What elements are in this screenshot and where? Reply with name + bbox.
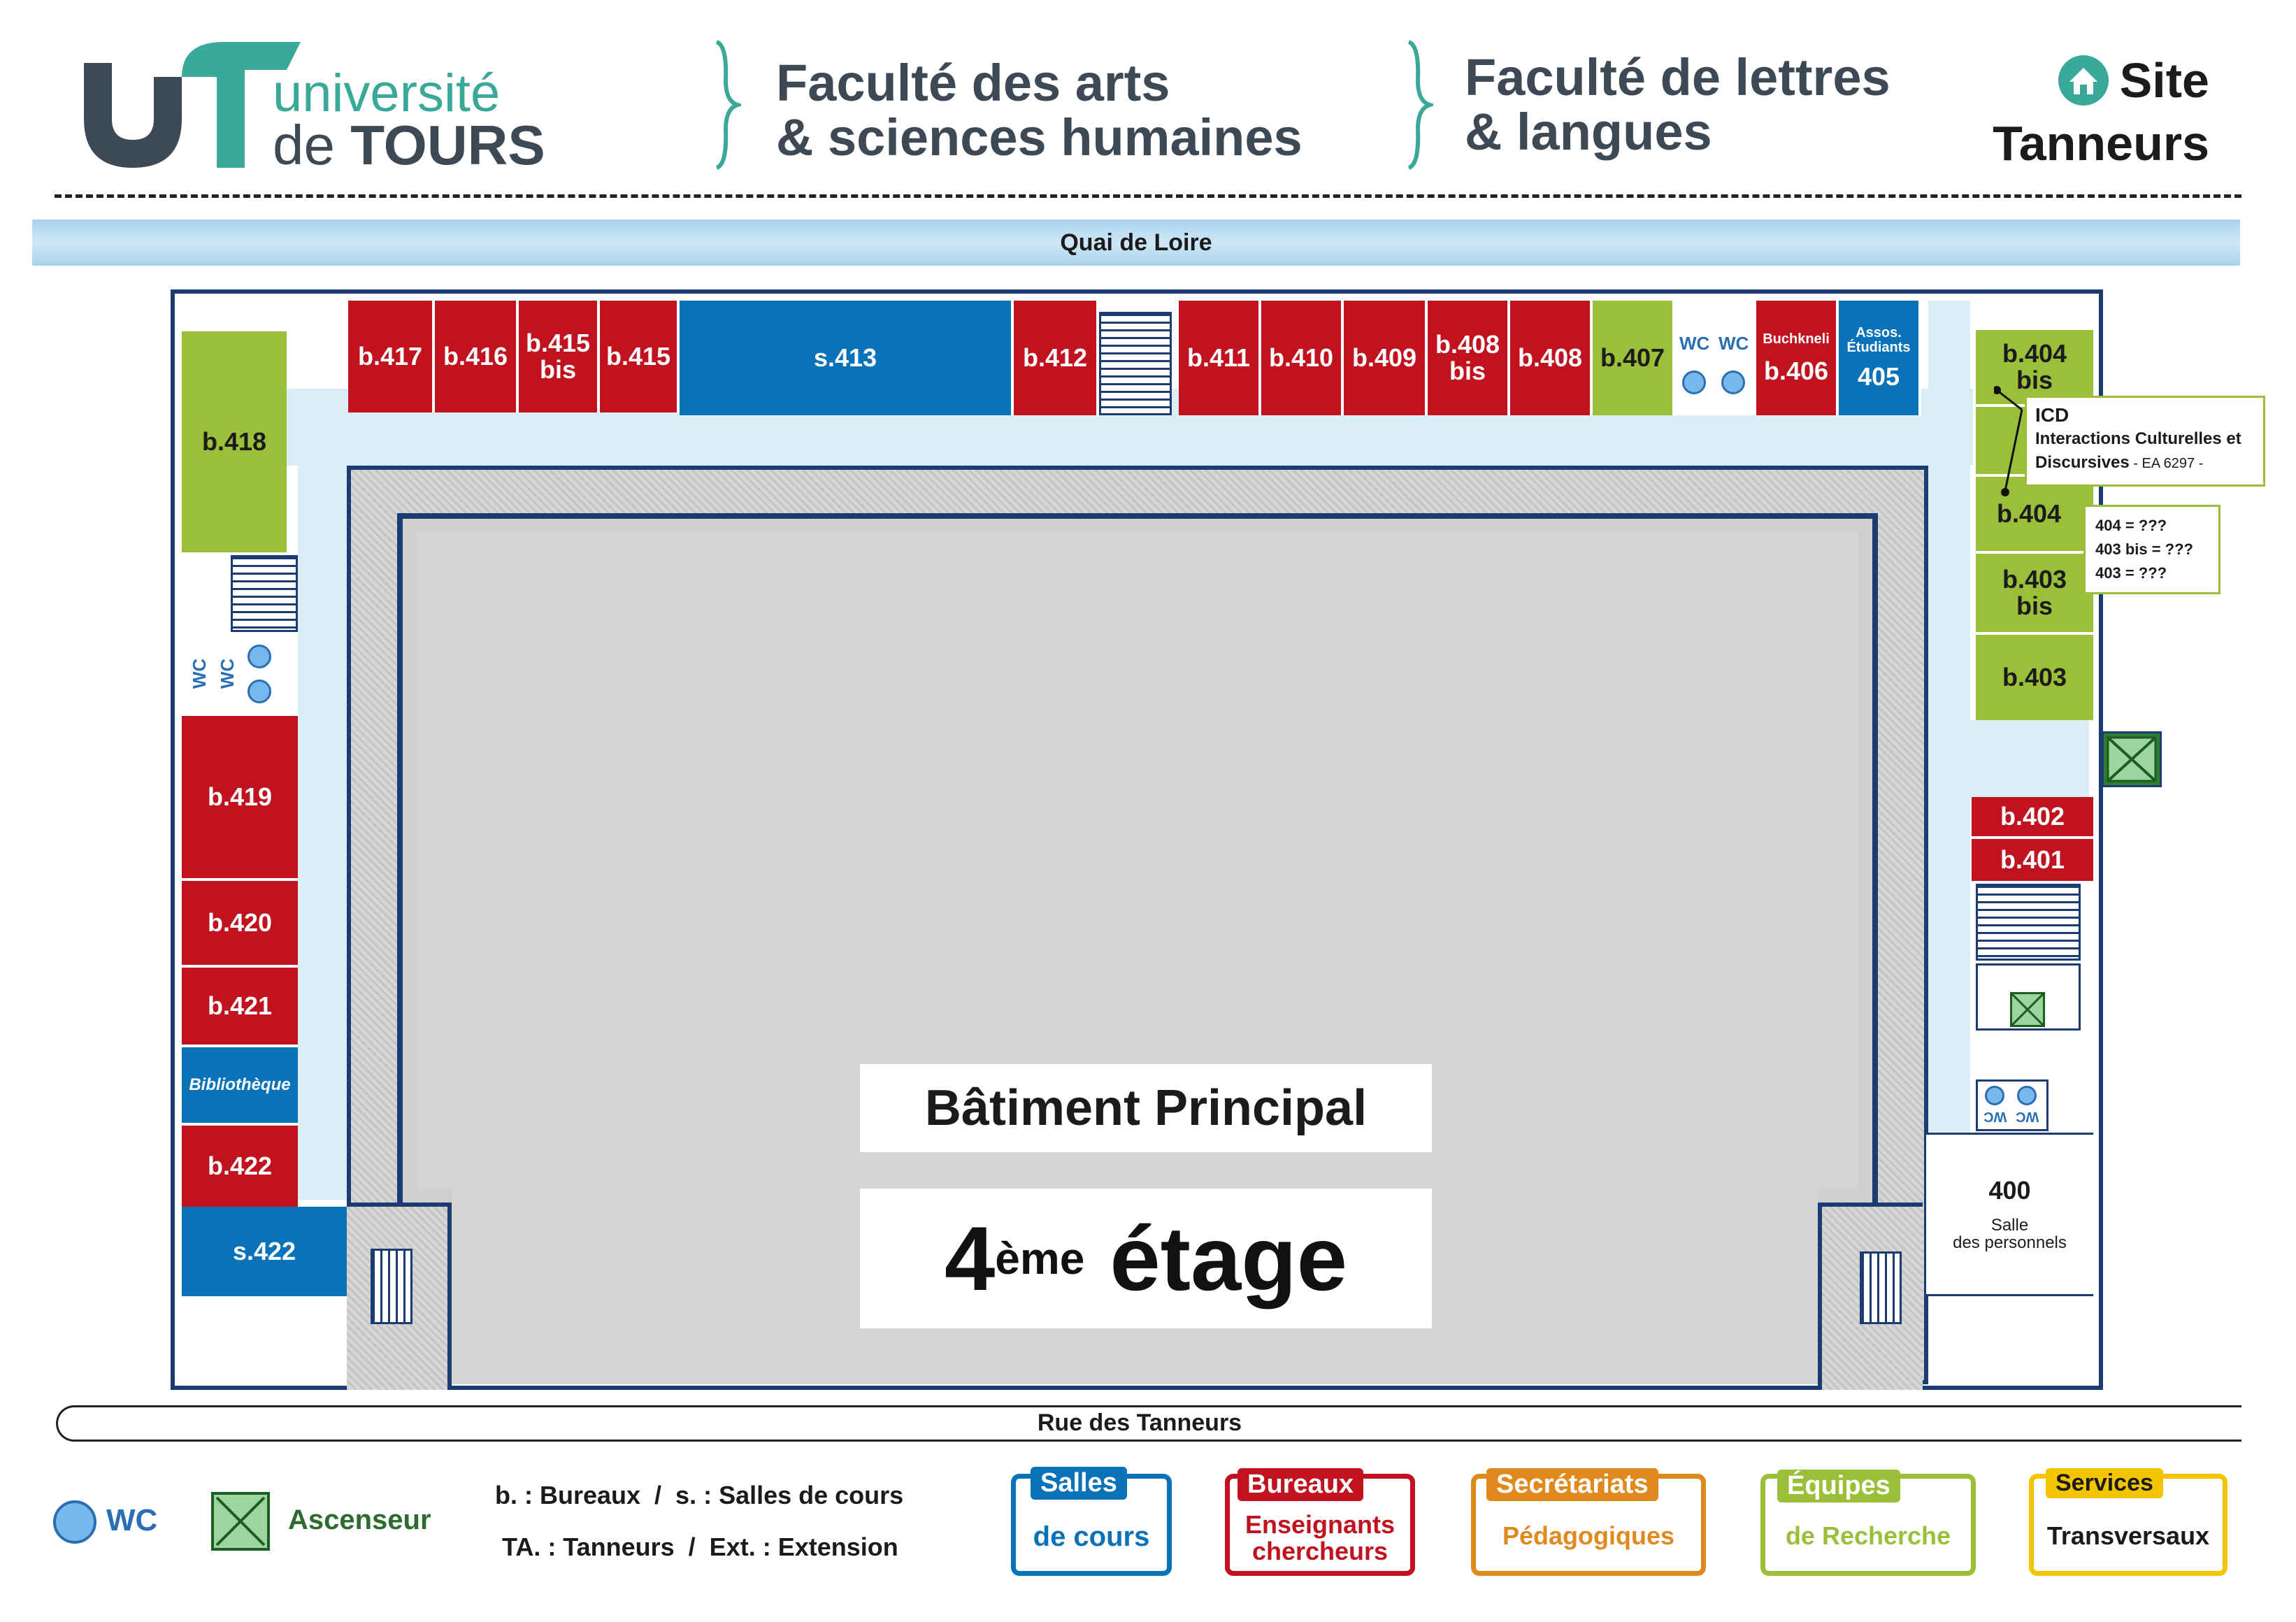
wc-label: WC — [189, 658, 210, 689]
room-b421[interactable]: b.421 — [182, 968, 298, 1047]
chevron-divider-icon — [1405, 38, 1433, 171]
legend-secretariats-tag: Secrétariats — [1486, 1468, 1658, 1501]
room-s422[interactable]: s.422 — [182, 1207, 347, 1296]
elevator-icon — [2010, 992, 2045, 1027]
room-b417[interactable]: b.417 — [348, 301, 435, 412]
wc-east — [1976, 1079, 2049, 1131]
wc-icon — [247, 680, 271, 703]
logo — [77, 35, 608, 175]
wc-label: WC — [1719, 333, 1749, 354]
chevron-divider-icon — [713, 38, 741, 171]
east-stairs — [1976, 884, 2081, 961]
logo-line1: université — [273, 64, 501, 123]
site-name: Site Tanneurs — [1993, 53, 2209, 171]
legend-abbr1: b. : Bureaux / s. : Salles de cours — [495, 1481, 904, 1509]
west-stairs — [231, 555, 298, 632]
elevator-icon[interactable] — [2102, 731, 2162, 787]
street-north: Quai de Loire — [1060, 229, 1212, 256]
room-b404bis[interactable]: b.404 bis — [1976, 330, 2093, 407]
room-b419[interactable]: b.419 — [182, 716, 298, 881]
legend-bureaux-sub1: Enseignants — [1244, 1510, 1395, 1539]
icd-callout: ICD Interactions Culturelles et Discursives - EA 6297 - — [2025, 396, 2265, 487]
wc-label: WC — [217, 658, 238, 689]
building-title: Bâtiment Principal — [860, 1064, 1432, 1152]
room-b416[interactable]: b.416 — [435, 301, 519, 412]
room-b415[interactable]: b.415 — [600, 301, 680, 412]
room-b409[interactable]: b.409 — [1344, 301, 1428, 415]
east-stairwell — [1976, 963, 2081, 1031]
faculty-arts: Faculté des arts & sciences humaines — [776, 54, 1303, 166]
room-b408bis[interactable]: b.408 bis — [1428, 301, 1510, 415]
legend-equipes-sub: de Recherche — [1785, 1521, 1951, 1550]
floor-title: 4 ème étage — [860, 1189, 1432, 1328]
room-b402[interactable]: b.402 — [1972, 797, 2093, 839]
room-bibliotheque[interactable]: Bibliothèque — [182, 1047, 298, 1126]
legend-salles-sub: de cours — [1033, 1521, 1150, 1552]
wc-icon — [1985, 1086, 2004, 1105]
unknown-rooms-callout: 404 = ??? 403 bis = ??? 403 = ??? — [2083, 505, 2220, 594]
logo-line2: de TOURS — [273, 114, 545, 176]
room-b412[interactable]: b.412 — [1014, 301, 1099, 415]
room-b401[interactable]: b.401 — [1972, 839, 2093, 881]
wc-north — [1675, 301, 1756, 415]
wc-label: WC — [2016, 1109, 2039, 1124]
west-corridor — [298, 389, 347, 1200]
wc-icon — [53, 1500, 96, 1544]
north-stairs — [1099, 312, 1172, 415]
legend-bureaux-tag: Bureaux — [1237, 1468, 1363, 1501]
wc-icon — [2017, 1086, 2037, 1105]
header-divider — [55, 194, 2241, 198]
quai-de-loire-band — [32, 220, 2240, 266]
faculty-lettres: Faculté de lettres & langues — [1465, 48, 1890, 161]
room-b408[interactable]: b.408 — [1510, 301, 1593, 415]
legend-elevator: Ascenseur — [288, 1505, 431, 1535]
southwest-stairs — [371, 1249, 412, 1324]
room-400[interactable]: 400 Salle des personnels — [1924, 1133, 2093, 1296]
room-b415bis[interactable]: b.415 bis — [519, 301, 600, 412]
room-b410[interactable]: b.410 — [1261, 301, 1344, 415]
room-b420[interactable]: b.420 — [182, 881, 298, 968]
legend-secretariats-sub: Pédagogiques — [1502, 1521, 1675, 1550]
room-b407[interactable]: b.407 — [1593, 301, 1675, 415]
elevator-icon — [211, 1492, 270, 1551]
legend-services-tag: Services — [2046, 1468, 2163, 1498]
icd-pointer — [1994, 386, 2025, 470]
east-corridor — [1928, 301, 1970, 1203]
room-b403bis[interactable]: b.403 bis — [1976, 554, 2093, 635]
room-405[interactable]: Assos. Étudiants 405 — [1839, 301, 1921, 415]
wc-icon — [1682, 371, 1706, 394]
legend-equipes-tag: Équipes — [1777, 1470, 1900, 1502]
legend-services-sub: Transversaux — [2046, 1521, 2210, 1550]
wc-label: WC — [1983, 1109, 2007, 1124]
legend-bureaux-sub2: chercheurs — [1251, 1537, 1389, 1565]
wc-label: WC — [1679, 333, 1710, 354]
legend-wc: WC — [106, 1503, 158, 1537]
room-s413[interactable]: s.413 — [680, 301, 1014, 415]
legend-abbr2: TA. : Tanneurs / Ext. : Extension — [502, 1533, 898, 1561]
room-b418[interactable]: b.418 — [182, 331, 287, 552]
home-icon — [2057, 54, 2110, 107]
southeast-stairs — [1860, 1251, 1902, 1324]
wc-icon — [1721, 371, 1745, 394]
room-b422[interactable]: b.422 — [182, 1126, 298, 1207]
street-south: Rue des Tanneurs — [1037, 1409, 1242, 1436]
legend-salles-tag: Salles — [1031, 1467, 1127, 1500]
room-b404[interactable]: b.404 — [1976, 477, 2093, 554]
room-b411[interactable]: b.411 — [1179, 301, 1261, 415]
room-b406[interactable]: Buchkneli b.406 — [1756, 301, 1839, 415]
room-b403[interactable]: b.403 — [1976, 635, 2093, 720]
wc-icon — [247, 645, 271, 668]
wc-west — [182, 635, 298, 715]
east-corridor-wide — [1970, 720, 2089, 797]
